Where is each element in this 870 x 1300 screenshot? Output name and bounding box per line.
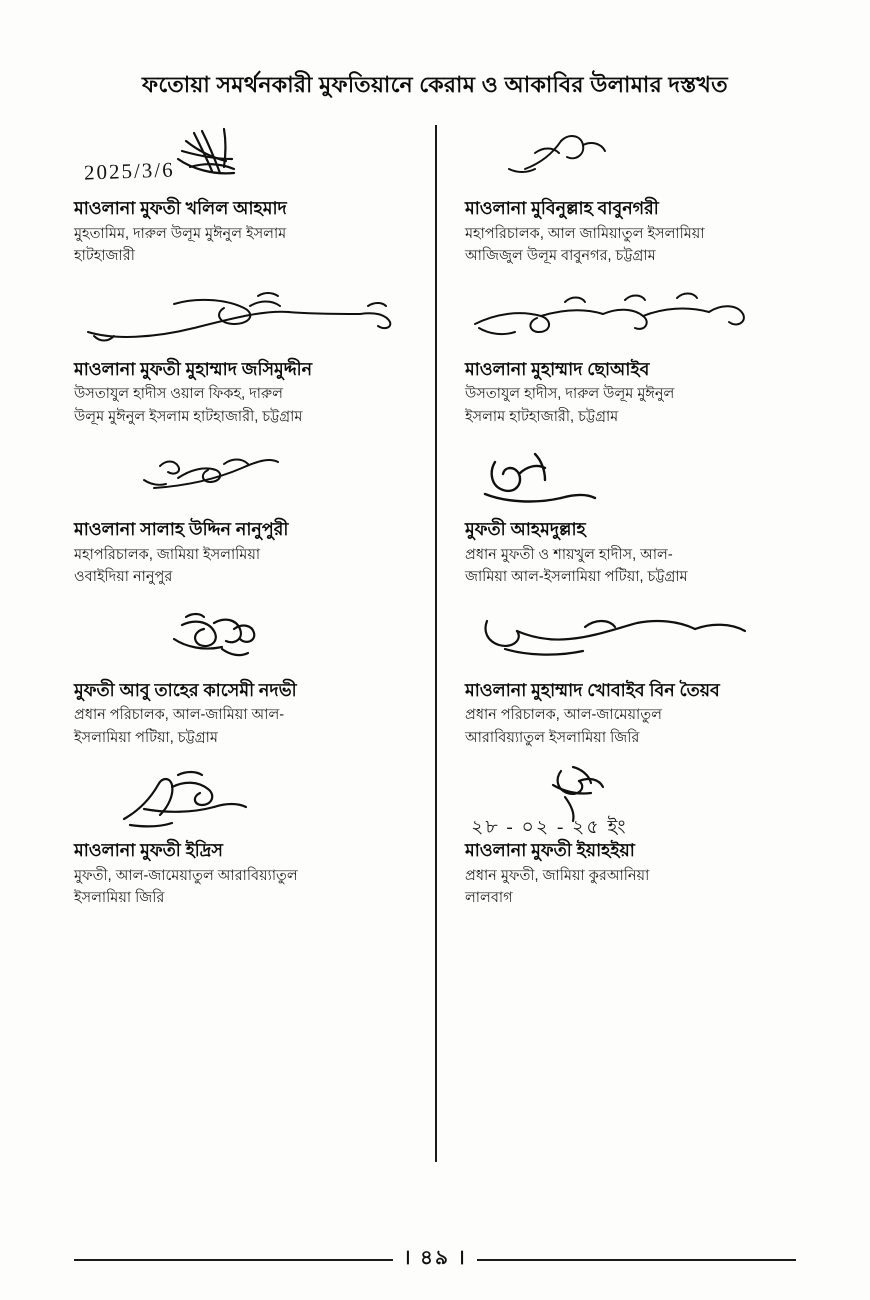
signatory-entry <box>465 765 796 910</box>
page-title: ফতোয়া সমর্থনকারী মুফতিয়ানে কেরাম ও আকাবির উলামার দস্তখত <box>142 72 728 97</box>
signatory-desc-line: প্রধান মুফতী ও শায়খুল হাদীস, আল- <box>465 546 673 563</box>
signatory-desc <box>74 704 409 749</box>
signatory-name: মাওলানা মুফতী ইদ্রিস <box>74 840 223 861</box>
signatory-desc-line: উসতাযুল হাদীস ওয়াল ফিকহ, দারুল <box>74 386 283 403</box>
signatory-desc <box>465 865 796 910</box>
signatory-desc-line: ওবাইদিয়া নানুপুর <box>74 569 173 586</box>
signatory-entry <box>74 284 409 429</box>
left-column <box>74 123 435 1198</box>
signatory-desc-line: লালবাগ <box>465 890 513 907</box>
signature-khubaib-bin-taiyab <box>465 605 796 679</box>
signatory-desc-line: প্রধান পরিচালক, আল-জামেয়াতুল <box>465 707 662 724</box>
signatory-desc-line: মুহতামিম, দারুল উলূম মুঈনুল ইসলাম <box>74 225 287 242</box>
page-number: । ৪৯ । <box>403 1247 467 1269</box>
signatory-desc-line: প্রধান পরিচালক, আল-জামিয়া আল- <box>74 707 285 724</box>
footer-rule-left <box>74 1259 393 1261</box>
signature-muhammad-suaib <box>465 284 796 358</box>
signatory-desc <box>74 223 409 268</box>
signatory-desc <box>465 223 796 268</box>
signatory-desc-line: প্রধান মুফতী, জামিয়া কুরআনিয়া <box>465 867 650 884</box>
signature-idris <box>74 765 409 839</box>
signatory-desc-line: ইসলামিয়া পটিয়া, চট্টগ্রাম <box>74 729 218 746</box>
signatory-name: মাওলানা মুফতী ইয়াহইয়া <box>465 840 635 861</box>
signatory-entry <box>74 765 409 910</box>
signatory-name: মাওলানা মুবিনুল্লাহ বাবুনগরী <box>465 198 659 218</box>
signatory-desc-line: উসতাযুল হাদীস, দারুল উলূম মুঈনুল <box>465 386 675 403</box>
signatory-desc-line: জামিয়া আল-ইসলামিয়া পটিয়া, চট্টগ্রাম <box>465 569 688 586</box>
signatory-desc <box>465 383 796 428</box>
signature-mubinullah-babunagari <box>465 123 796 197</box>
signatory-desc-line: ইসলাম হাটহাজারী, চট্টগ্রাম <box>465 408 619 425</box>
signatory-desc-line: মুফতী, আল-জামেয়াতুল আরাবিয়্যাতুল <box>74 867 298 884</box>
signatory-name: মাওলানা মুফতী খলিল আহমাদ <box>74 198 287 218</box>
signatory-desc-line: আজিজুল উলূম বাবুনগর, চট্টগ্রাম <box>465 248 656 265</box>
signatory-entry <box>465 444 796 589</box>
signature-columns <box>74 123 796 1198</box>
signatory-entry <box>74 605 409 750</box>
signatory-desc-line: উলূম মুঈনুল ইসলাম হাটহাজারী, চট্টগ্রাম <box>74 408 303 425</box>
signatory-name: মাওলানা মুহাম্মাদ খোবাইব বিন তৈয়ব <box>465 679 720 700</box>
signatory-entry <box>74 123 409 268</box>
signatory-entry <box>465 605 796 750</box>
signatory-entry <box>74 444 409 589</box>
signatory-entry <box>465 123 796 268</box>
signatory-desc-line: মহাপরিচালক, আল জামিয়াতুল ইসলামিয়া <box>465 225 705 242</box>
column-divider <box>435 125 437 1162</box>
signature-yahya <box>465 765 796 839</box>
signature-date: ২৮ - ০২ - ২৫ ইং <box>471 817 628 839</box>
right-column <box>435 123 796 1198</box>
signatory-desc <box>74 383 409 428</box>
signature-khalil-ahmad <box>74 123 409 197</box>
signatory-desc-line: আরাবিয়্যাতুল ইসলামিয়া জিরি <box>465 729 640 746</box>
signatory-desc-line: মহাপরিচালক, জামিয়া ইসলামিয়া <box>74 546 261 563</box>
signatory-name: মুফতী আবু তাহের কাসেমী নদভী <box>74 679 297 700</box>
signature-ahmadullah <box>465 444 796 518</box>
page-footer <box>74 1243 796 1276</box>
signatory-entry <box>465 284 796 429</box>
signatory-name: মাওলানা মুহাম্মাদ ছোআইব <box>465 358 650 379</box>
signatory-desc-line: হাটহাজারী <box>74 248 135 265</box>
signatory-desc <box>74 865 409 910</box>
signature-date: 2025/3/6 <box>83 157 176 185</box>
signatory-name: মুফতী আহমদুল্লাহ <box>465 519 586 540</box>
signatory-desc <box>74 544 409 589</box>
footer-rule-right <box>477 1259 796 1261</box>
signatory-desc-line: ইসলামিয়া জিরি <box>74 890 165 907</box>
signatory-name: মাওলানা মুফতী মুহাম্মাদ জসিমুদ্দীন <box>74 358 313 379</box>
signatory-desc <box>465 704 796 749</box>
signature-abu-taher-kasemi-nadvi <box>74 605 409 679</box>
signature-salahuddin-nanupuri <box>74 444 409 518</box>
signatory-desc <box>465 544 796 589</box>
signature-jasimuddin <box>74 284 409 358</box>
signatory-name: মাওলানা সালাহ উদ্দিন নানুপুরী <box>74 519 289 540</box>
